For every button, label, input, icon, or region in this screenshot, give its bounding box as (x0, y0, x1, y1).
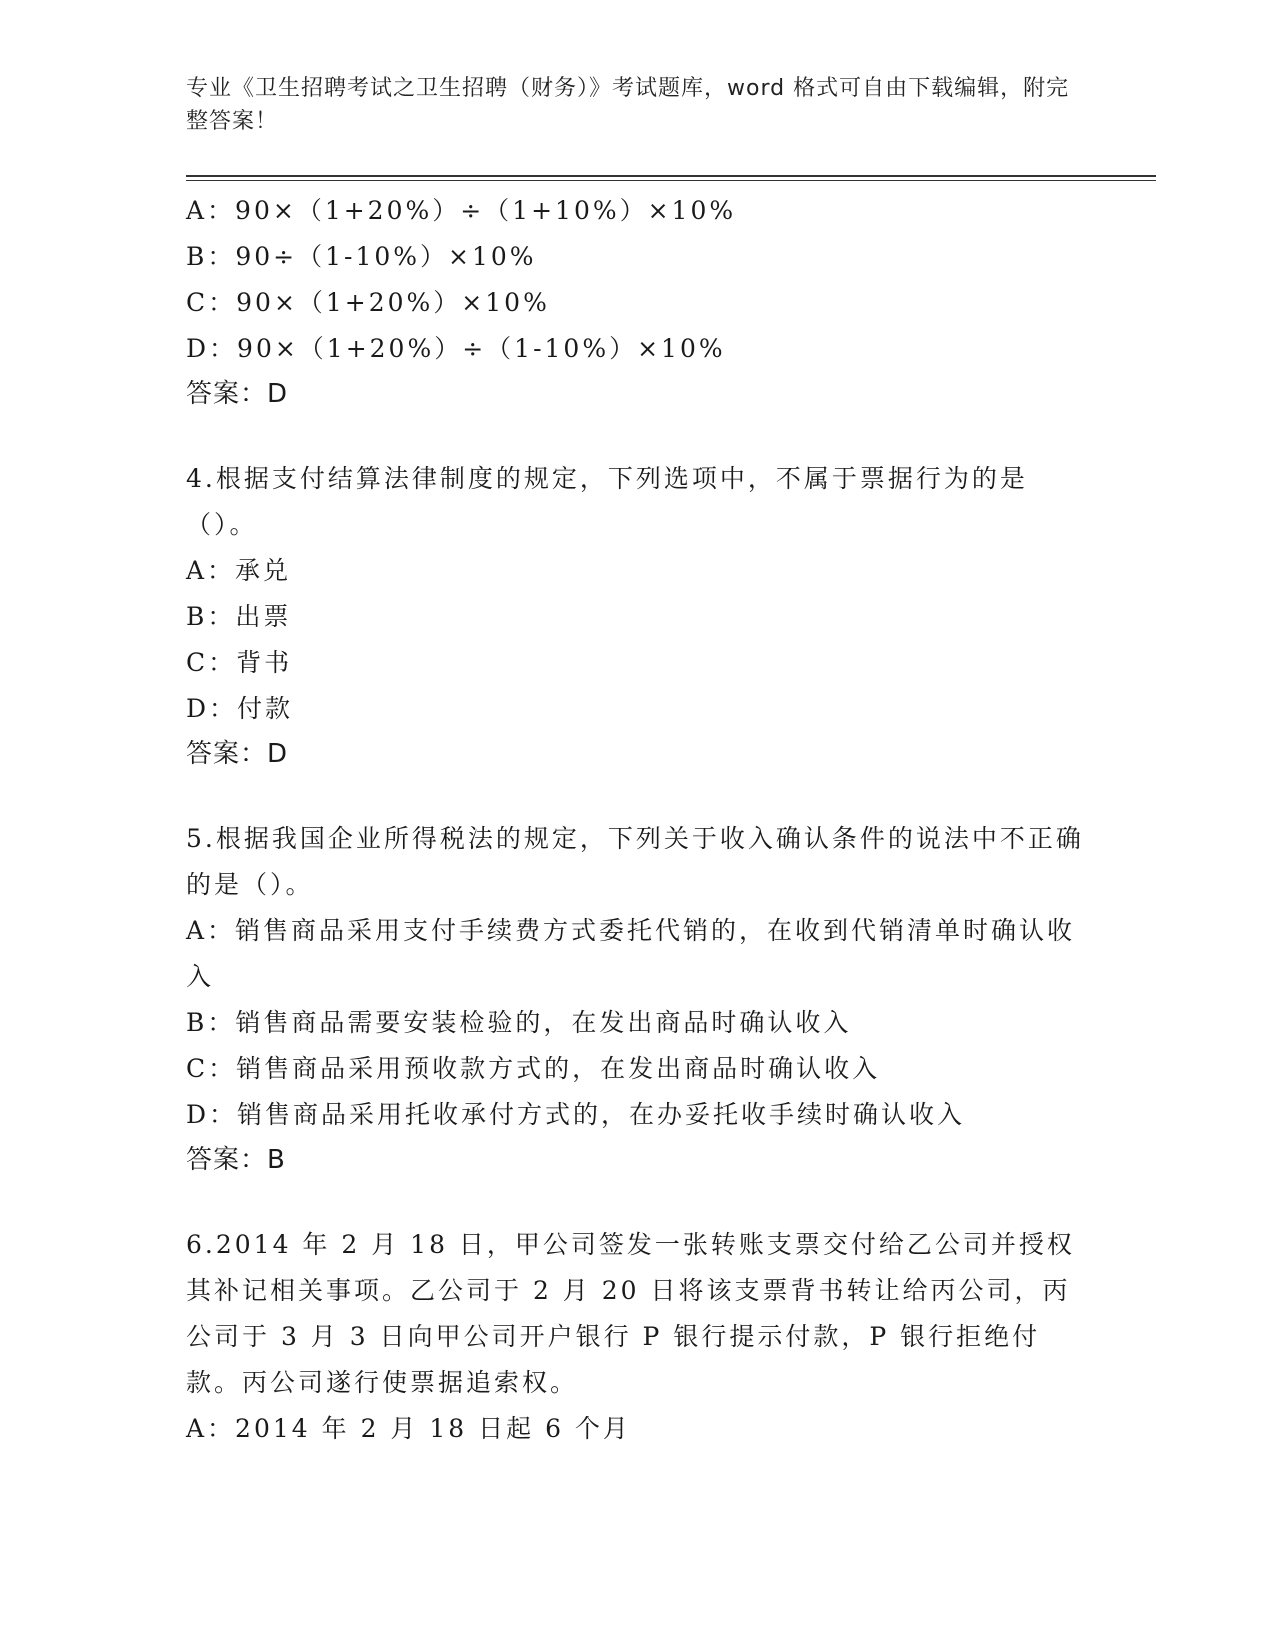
option-d: D：付款 (186, 694, 294, 723)
question-list (186, 188, 1086, 1452)
question-stem: 4.根据支付结算法律制度的规定，下列选项中，不属于票据行为的是（）。 (186, 464, 1028, 539)
question-stem: 5.根据我国企业所得税法的规定，下列关于收入确认条件的说法中不正确的是（）。 (186, 824, 1084, 899)
spacer (186, 1182, 1086, 1222)
option-d: D：销售商品采用托收承付方式的，在办妥托收手续时确认收入 (186, 1100, 966, 1129)
option-b: B：销售商品需要安装检验的，在发出商品时确认收入 (186, 1008, 852, 1037)
question-stem: 6.2014 年 2 月 18 日，甲公司签发一张转账支票交付给乙公司并授权其补记相关事项。乙公司于 2 月 20 日将该支票背书转让给丙公司，丙公司于 3 月 3 日向甲公司开户银行 P 银行提示付款，P 银行拒绝付款。丙公司遂行使票据追索权。 (186, 1230, 1075, 1397)
spacer (186, 776, 1086, 816)
option-c: C：销售商品采用预收款方式的，在发出商品时确认收入 (186, 1054, 881, 1083)
spacer (186, 416, 1086, 456)
option-b: B：90÷（1-10%）×10% (186, 242, 537, 271)
option-a: A：90×（1+20%）÷（1+10%）×10% (186, 196, 737, 225)
option-b: B：出票 (186, 602, 292, 631)
question-3 (186, 188, 1086, 416)
question-5 (186, 816, 1086, 1182)
header-title: 专业《卫生招聘考试之卫生招聘（财务）》考试题库，word 格式可自由下载编辑，附完整答案！ (186, 76, 1070, 134)
answer: 答案：D (186, 739, 289, 769)
header-divider-thick (186, 175, 1156, 177)
option-a: A：销售商品采用支付手续费方式委托代销的，在收到代销清单时确认收入 (186, 916, 1076, 991)
question-6 (186, 1222, 1086, 1452)
question-4 (186, 456, 1086, 776)
option-c: C：背书 (186, 648, 293, 677)
header-divider-thin (186, 180, 1156, 181)
option-d: D：90×（1+20%）÷（1-10%）×10% (186, 334, 726, 363)
answer: 答案：B (186, 1145, 286, 1175)
option-a: A：承兑 (186, 556, 292, 585)
answer: 答案：D (186, 379, 289, 409)
option-a: A：2014 年 2 月 18 日起 6 个月 (186, 1414, 631, 1443)
document-header (186, 72, 1086, 138)
option-c: C：90×（1+20%）×10% (186, 288, 550, 317)
